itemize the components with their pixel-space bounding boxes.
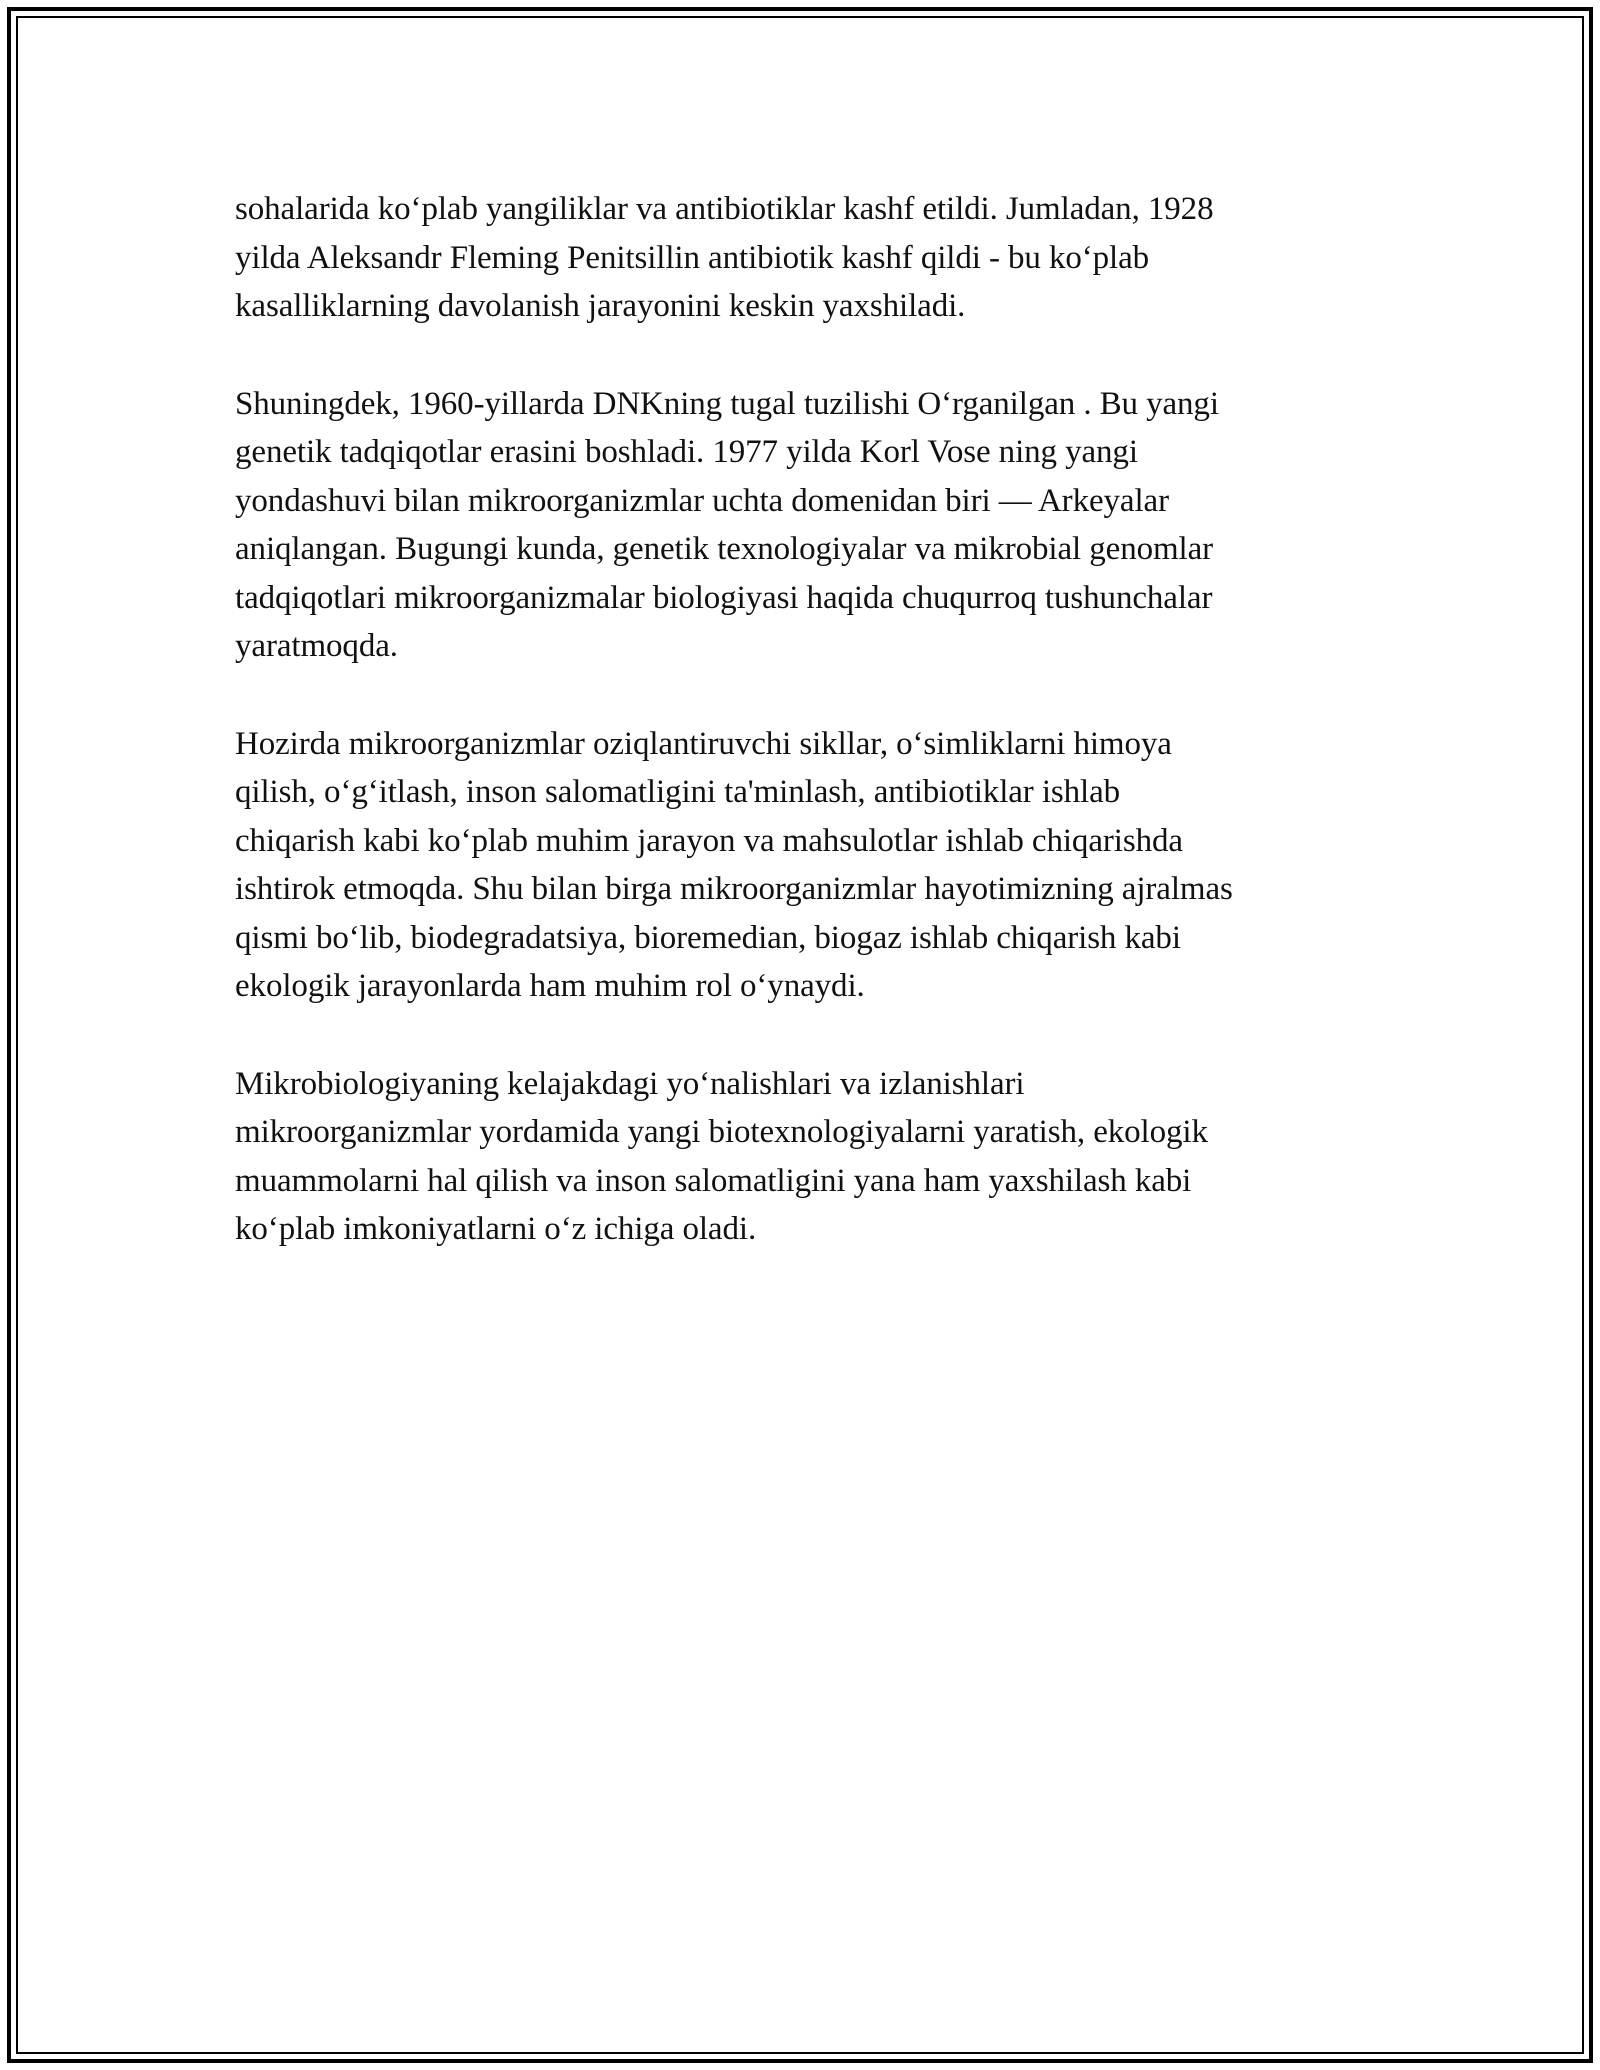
text-line: qismi bo‘lib, biodegradatsiya, bioremedian, biogaz ishlab chiqarish kabi [235,919,1181,956]
paragraph-3 [235,720,1365,1011]
paragraph-1 [235,185,1365,331]
text-line: Shuningdek, 1960-yillarda DNKning tugal tuzilishi O‘rganilgan . Bu yangi [235,385,1219,422]
paragraph-2 [235,380,1365,671]
text-line: ishtirok etmoqda. Shu bilan birga mikroorganizmlar hayotimizning ajralmas [235,871,1233,907]
document-body [235,185,1365,1303]
text-line: aniqlangan. Bugungi kunda, genetik texnologiyalar va mikrobial genomlar [235,531,1214,567]
text-line: tadqiqotlari mikroorganizmalar biologiyasi haqida chuqurroq tushunchalar [235,579,1213,616]
text-line: Mikrobiologiyaning kelajakdagi yo‘nalishlari va izlanishlari [235,1065,1025,1102]
text-line: kasalliklarning davolanish jarayonini keskin yaxshiladi. [235,288,966,324]
text-line: Hozirda mikroorganizmlar oziqlantiruvchi sikllar, o‘simliklarni himoya [235,725,1172,762]
text-line: qilish, o‘g‘itlash, inson salomatligini ta'minlash, antibiotiklar ishlab [235,774,1121,810]
text-line: yilda Aleksandr Fleming Penitsillin antibiotik kashf qildi - bu ko‘plab [235,239,1150,276]
text-line: yondashuvi bilan mikroorganizmlar uchta domenidan biri — Arkeyalar [235,482,1169,519]
paragraph-4 [235,1060,1365,1254]
text-line: genetik tadqiqotlar erasini boshladi. 1977 yilda Korl Vose ning yangi [235,434,1138,470]
text-line: mikroorganizmlar yordamida yangi biotexnologiyalarni yaratish, ekologik [235,1114,1208,1150]
text-line: chiqarish kabi ko‘plab muhim jarayon va mahsulotlar ishlab chiqarishda [235,822,1183,859]
text-line: ko‘plab imkoniyatlarni o‘z ichiga oladi. [235,1211,757,1247]
text-line: muammolarni hal qilish va inson salomatligini yana ham yaxshilash kabi [235,1162,1192,1199]
text-line: sohalarida ko‘plab yangiliklar va antibiotiklar kashf etildi. Jumladan, 1928 [235,191,1214,227]
text-line: yaratmoqda. [235,628,398,664]
text-line: ekologik jarayonlarda ham muhim rol o‘ynaydi. [235,968,865,1004]
